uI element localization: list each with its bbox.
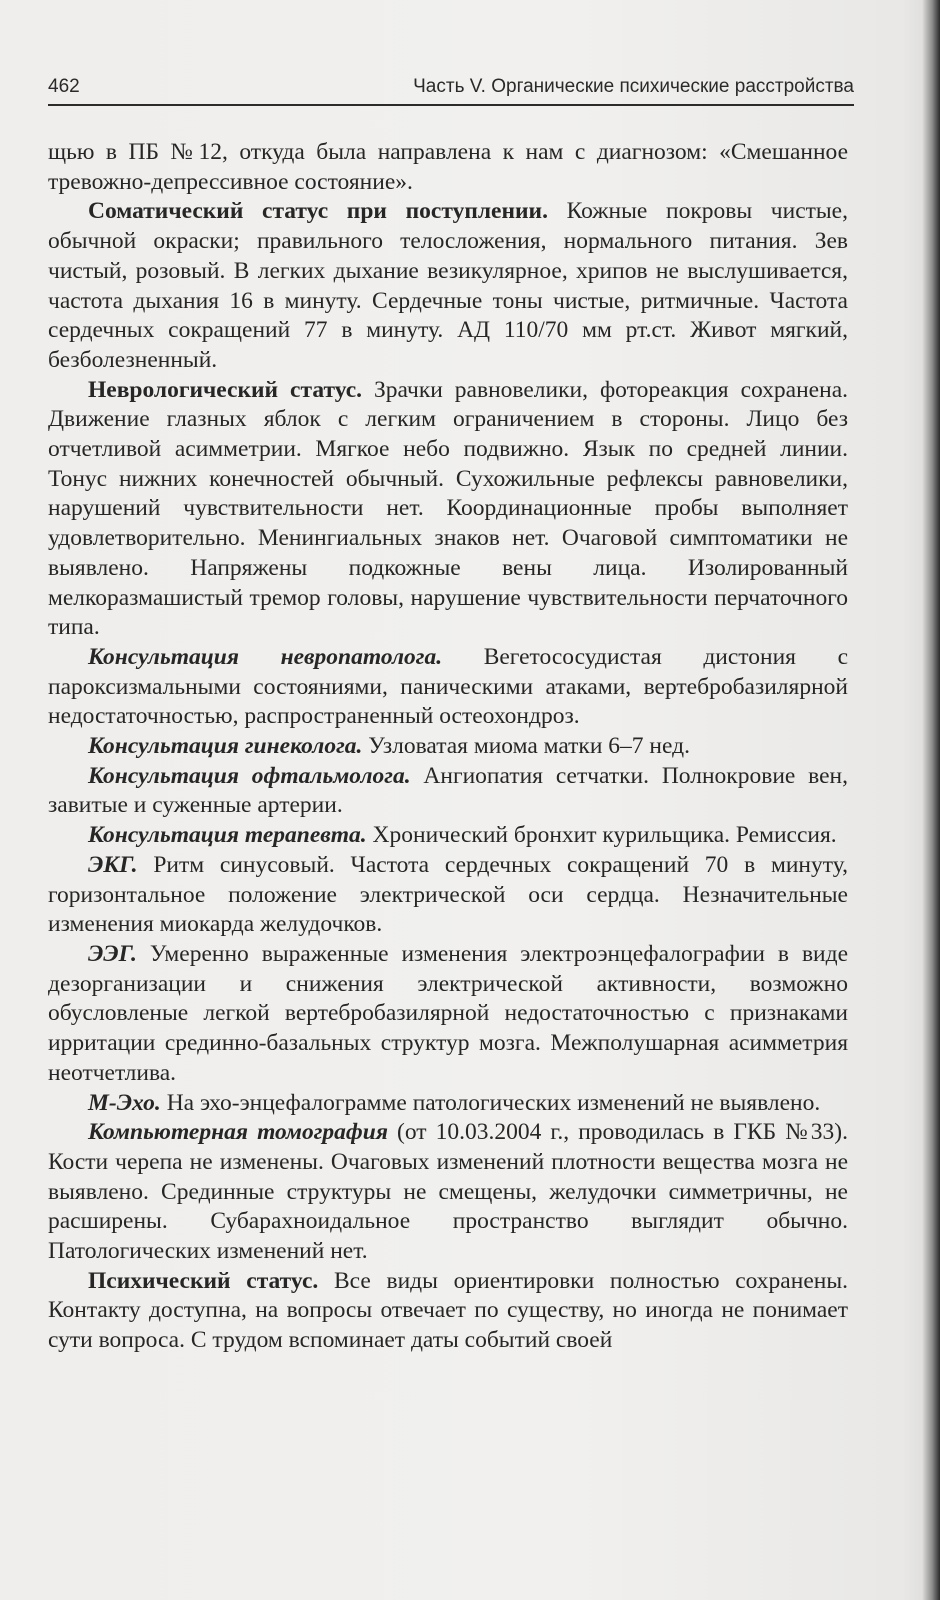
paragraph-heading: Консультация невропатолога. bbox=[88, 643, 443, 670]
running-title: Часть V. Органические психические расстройства bbox=[413, 76, 854, 97]
page-body bbox=[48, 138, 848, 1356]
paragraph-text: Зрачки равновелики, фотореакция сохранена. Движение глазных яблок с легким ограничением в стороны. Лицо без отчетливой асимметрии. Мягкое небо подвижно. Язык по средней линии. Тонус нижних конечностей обычный. Сухожильные рефлексы равновелики, нарушений чувствительности нет. Координационные пробы выполняет удовлетворительно. Менингиальных знаков нет. Очаговой симптоматики не выявлено. Напряжены подкожные вены лица. Изолированный мелкоразмашистый тремор головы, нарушение чувствительности перчаточного типа. bbox=[48, 376, 848, 641]
paragraph-heading: Соматический статус при поступлении. bbox=[88, 198, 548, 225]
paragraph-heading: ЭКГ. bbox=[88, 851, 138, 878]
paragraph-heading: М-Эхо. bbox=[88, 1089, 161, 1116]
paragraph-ct bbox=[48, 1118, 848, 1267]
paragraph-text: (от 10.03.2004 г., проводилась в ГКБ №33). Кости черепа не изменены. Очаговых изменений плотности вещества мозга не выявлено. Срединные структуры не смещены, желудочки симметричны, не расширены. Субарахноидальное пространство выглядит обычно. Патологических изменений нет. bbox=[48, 1119, 849, 1265]
paragraph-therapist bbox=[48, 821, 848, 851]
paragraph-heading: Неврологический статус. bbox=[88, 376, 363, 403]
paragraph-text: щью в ПБ №12, откуда была направлена к нам с диагнозом: «Смешанное тревожно-депрессивное состояние». bbox=[48, 139, 848, 195]
paragraph-neuropathologist bbox=[48, 643, 848, 732]
paragraph-heading: Консультация гинеколога. bbox=[88, 733, 363, 760]
paragraph-ophthalmologist bbox=[48, 762, 848, 821]
paragraph-text: Вегетососудистая дистония с пароксизмальными состояниями, паническими атаками, вертебробазилярной недостаточностью, распространенный остеохондроз. bbox=[48, 643, 848, 730]
paragraph-neuro-status bbox=[48, 376, 848, 643]
paragraph-somatic-status bbox=[48, 197, 848, 375]
page-edge-shadow bbox=[922, 0, 940, 1600]
paragraph-text: Ритм синусовый. Частота сердечных сокращений 70 в минуту, горизонтальное положение электрической оси сердца. Незначительные изменения миокарда желудочков. bbox=[48, 851, 848, 938]
paragraph-text: Хронический бронхит курильщика. Ремиссия. bbox=[366, 822, 837, 849]
paragraph-heading: Консультация офтальмолога. bbox=[88, 762, 411, 789]
paragraph-ecg bbox=[48, 851, 848, 940]
paragraph-text: Все виды ориентировки полностью сохранены. Контакту доступна, на вопросы отвечает по существу, но иногда не понимает сути вопроса. С трудом вспоминает даты событий своей bbox=[48, 1267, 848, 1354]
paragraph-text: Кожные покровы чистые, обычной окраски; правильного телосложения, нормального питания. Зев чистый, розовый. В легких дыхание везикулярное, хрипов не выслушивается, частота дыхания 16 в минуту. Сердечные тоны чистые, ритмичные. Частота сердечных сокращений 77 в минуту. АД 110/70 мм рт.ст. Живот мягкий, безболезненный. bbox=[48, 198, 848, 373]
running-header bbox=[48, 74, 854, 106]
paragraph-text: Ангиопатия сетчатки. Полнокровие вен, завитые и суженные артерии. bbox=[48, 762, 848, 819]
paragraph-gynecologist bbox=[48, 732, 848, 762]
paragraph-continuation bbox=[48, 138, 848, 197]
paragraph-heading: ЭЭГ. bbox=[88, 940, 137, 967]
paragraph-text: На эхо-энцефалограмме патологических изменений не выявлено. bbox=[160, 1089, 821, 1116]
paragraph-heading: Компьютерная томография bbox=[88, 1119, 388, 1146]
paragraph-heading: Психический статус. bbox=[88, 1267, 319, 1294]
paragraph-mental-status bbox=[48, 1267, 848, 1356]
paragraph-m-echo bbox=[48, 1089, 848, 1119]
paragraph-text: Умеренно выраженные изменения электроэнцефалографии в виде дезорганизации и снижения электрической активности, возможно обусловленые легкой вертебробазилярной недостаточностью с признаками ирритации срединно-базальных структур мозга. Межполушарная асимметрия неотчетлива. bbox=[48, 940, 848, 1086]
paragraph-heading: Консультация терапевта. bbox=[88, 822, 367, 849]
page-number: 462 bbox=[48, 76, 80, 97]
paragraph-eeg bbox=[48, 940, 848, 1089]
paragraph-text: Узловатая миома матки 6–7 нед. bbox=[362, 733, 690, 760]
